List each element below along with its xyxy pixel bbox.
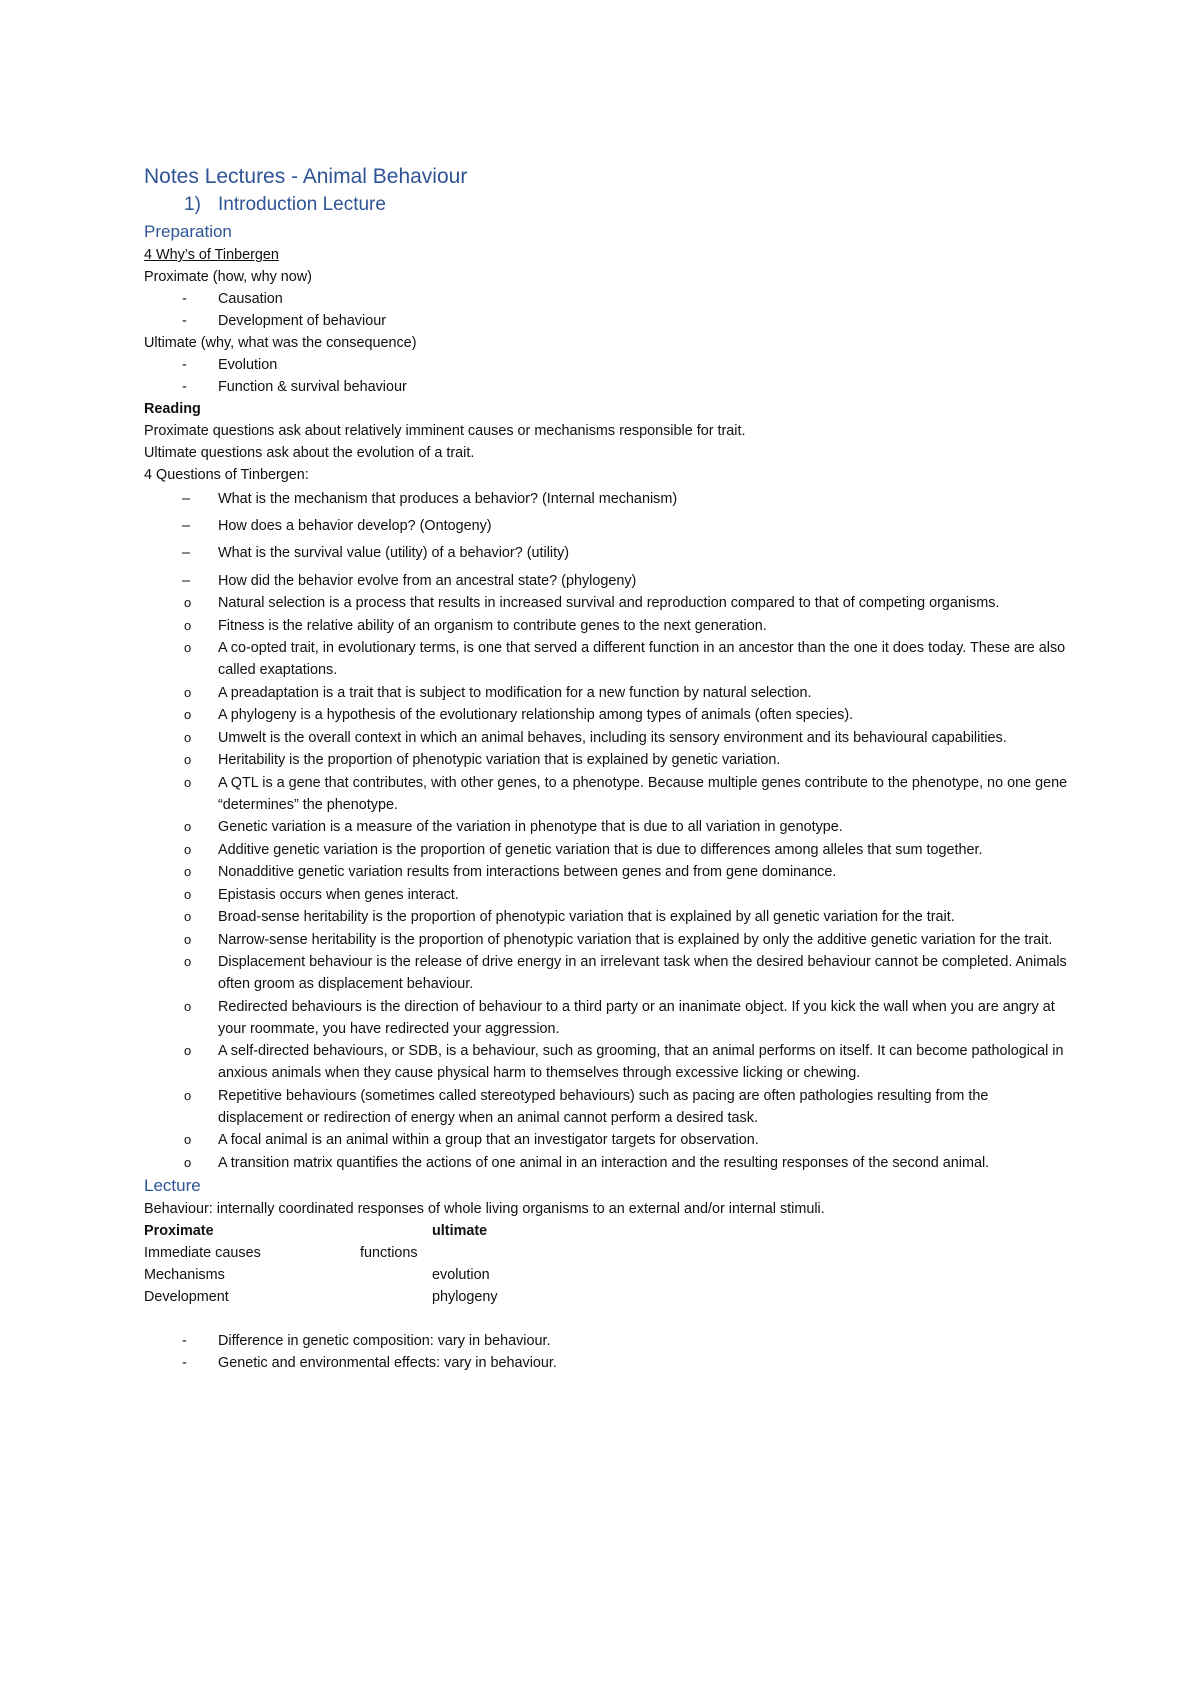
table-cell: phylogeny xyxy=(432,1289,498,1305)
list-item: o A QTL is a gene that contributes, with other genes, to a phenotype. Because multiple genes contribute to the phenotype, no one gene “determines” the phenotype. xyxy=(184,774,1068,813)
tinbergen-questions-list xyxy=(144,486,1074,592)
proximate-list xyxy=(144,288,1074,332)
table-row xyxy=(144,1242,1074,1264)
table-row xyxy=(144,1286,1074,1308)
document-title: Notes Lectures - Animal Behaviour xyxy=(144,165,468,188)
list-item: – How did the behavior evolve from an ancestral state? (phylogeny) xyxy=(182,573,637,589)
table-cell: Immediate causes xyxy=(144,1245,261,1261)
table-row xyxy=(144,1264,1074,1286)
definitions-list xyxy=(144,592,1074,1174)
list-item: o Fitness is the relative ability of an organism to contribute genes to the next generation. xyxy=(184,617,767,634)
list-item: o Repetitive behaviours (sometimes called stereotyped behaviours) such as pacing are often pathologies resulting from the displacement or redirection of energy when an animal cannot perform a desired task. xyxy=(184,1087,989,1126)
list-item: o Umwelt is the overall context in which an animal behaves, including its sensory environment and its behavioural capabilities. xyxy=(184,729,1007,746)
ultimate-label: Ultimate (why, what was the consequence) xyxy=(144,335,417,351)
proximate-label: Proximate (how, why now) xyxy=(144,269,312,285)
behaviour-definition: Behaviour: internally coordinated responses of whole living organisms to an external and/or internal stimuli. xyxy=(144,1201,825,1217)
section-number: 1) xyxy=(184,194,201,215)
list-item: o Genetic variation is a measure of the variation in phenotype that is due to all variation in genotype. xyxy=(184,819,843,835)
list-item: o A focal animal is an animal within a group that an investigator targets for observation. xyxy=(184,1132,759,1148)
list-item: o Displacement behaviour is the release of drive energy in an irrelevant task when the desired behaviour cannot be completed. Animals often groom as displacement behaviour. xyxy=(184,954,1067,992)
list-item: o Heritability is the proportion of phenotypic variation that is explained by genetic variation. xyxy=(184,752,781,768)
list-item: o Epistasis occurs when genes interact. xyxy=(184,886,459,903)
table-cell: evolution xyxy=(432,1267,490,1283)
list-item: o Redirected behaviours is the direction of behaviour to a third party or an inanimate object. If you kick the wall when you are angry at your roommate, you have redirected your aggression. xyxy=(184,998,1055,1037)
list-item: - Causation xyxy=(182,291,283,307)
list-item: o Narrow-sense heritability is the proportion of phenotypic variation that is explained by only the additive genetic variation for the trait. xyxy=(184,931,1053,948)
reading-line: Ultimate questions ask about the evolution of a trait. xyxy=(144,445,475,461)
tinbergen-subheading: 4 Why’s of Tinbergen xyxy=(144,247,279,263)
list-item: o Broad-sense heritability is the proportion of phenotypic variation that is explained by all genetic variation for the trait. xyxy=(184,909,955,925)
table-header-row xyxy=(144,1220,1074,1242)
list-item: o Natural selection is a process that results in increased survival and reproduction compared to that of competing organisms. xyxy=(184,595,1000,611)
reading-label: Reading xyxy=(144,401,201,417)
lecture-bullets xyxy=(144,1330,1074,1374)
list-item: – What is the survival value (utility) of a behavior? (utility) xyxy=(182,545,570,561)
list-item: - Development of behaviour xyxy=(182,313,386,329)
lecture-heading: Lecture xyxy=(144,1176,201,1195)
list-item: o A transition matrix quantifies the actions of one animal in an interaction and the resulting responses of the second animal. xyxy=(184,1154,990,1171)
list-item: - Difference in genetic composition: vary in behaviour. xyxy=(182,1333,551,1349)
proximate-ultimate-table xyxy=(144,1220,1074,1308)
list-item: o Nonadditive genetic variation results from interactions between genes and from gene dominance. xyxy=(184,864,837,880)
section-heading xyxy=(144,192,1074,218)
list-item: - Evolution xyxy=(182,357,278,373)
reading-line: Proximate questions ask about relatively imminent causes or mechanisms responsible for trait. xyxy=(144,423,746,439)
list-item: o A phylogeny is a hypothesis of the evolutionary relationship among types of animals (often species). xyxy=(184,707,854,723)
table-header-cell: Proximate xyxy=(144,1223,214,1239)
list-item: o A preadaptation is a trait that is subject to modification for a new function by natural selection. xyxy=(184,684,812,701)
list-item: o A self-directed behaviours, or SDB, is a behaviour, such as grooming, that an animal performs on itself. It can become pathological in anxious animals when they cause physical harm to themselves through excessive licking or chewing. xyxy=(184,1043,1064,1081)
section-title: Introduction Lecture xyxy=(218,194,386,215)
table-cell: Development xyxy=(144,1289,229,1305)
document-page xyxy=(144,162,1074,1374)
list-item: - Function & survival behaviour xyxy=(182,379,407,395)
reading-line: 4 Questions of Tinbergen: xyxy=(144,467,309,483)
list-item: - Genetic and environmental effects: vary in behaviour. xyxy=(182,1355,557,1371)
list-item: o A co-opted trait, in evolutionary terms, is one that served a different function in an ancestor than the one it does today. These are also called exaptations. xyxy=(184,640,1066,678)
preparation-heading: Preparation xyxy=(144,222,232,241)
table-header-cell: ultimate xyxy=(432,1223,488,1239)
table-cell: functions xyxy=(360,1245,418,1261)
table-cell: Mechanisms xyxy=(144,1267,225,1283)
ultimate-list xyxy=(144,354,1074,398)
list-item: – What is the mechanism that produces a behavior? (Internal mechanism) xyxy=(182,491,678,507)
list-item: – How does a behavior develop? (Ontogeny) xyxy=(182,518,492,534)
list-item: o Additive genetic variation is the proportion of genetic variation that is due to differences among alleles that sum together. xyxy=(184,841,983,858)
